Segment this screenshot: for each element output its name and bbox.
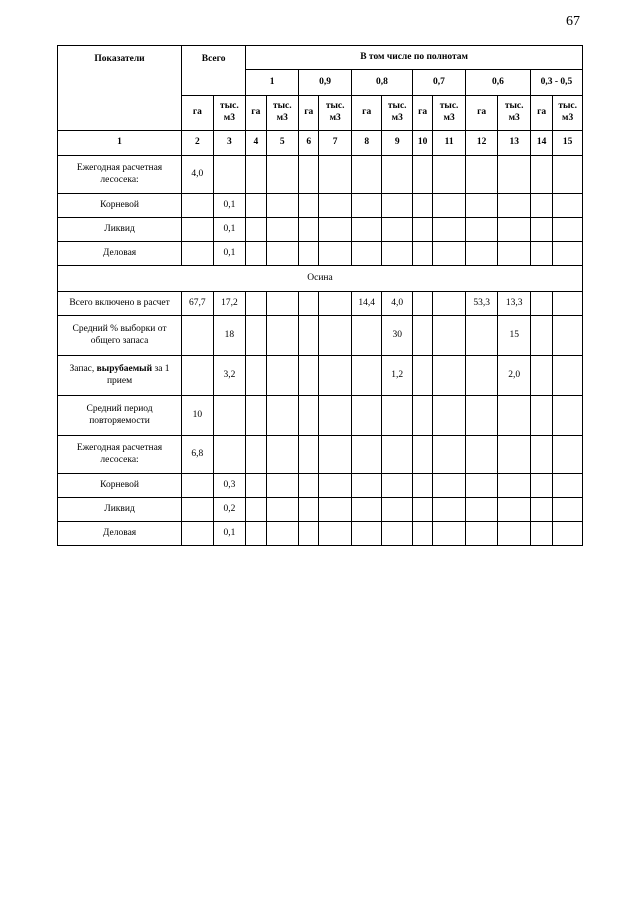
row-label: Деловая (58, 522, 182, 546)
empty-cell (553, 156, 583, 194)
cell-volume: 0,1 (213, 522, 246, 546)
empty-cell (498, 156, 531, 194)
empty-cell (299, 474, 319, 498)
empty-cell (266, 396, 299, 436)
empty-cell (266, 292, 299, 316)
empty-cell (412, 474, 432, 498)
empty-cell (553, 436, 583, 474)
empty-cell (246, 156, 266, 194)
empty-cell (182, 356, 214, 396)
empty-cell (299, 242, 319, 266)
unit-volume: тыс. м3 (382, 96, 413, 131)
empty-cell (530, 156, 552, 194)
unit-ha: га (351, 96, 382, 131)
empty-cell (382, 522, 413, 546)
unit-ha: га (182, 96, 214, 131)
section-title: Осина (58, 266, 583, 292)
empty-cell (530, 498, 552, 522)
empty-cell (553, 194, 583, 218)
empty-cell (382, 498, 413, 522)
empty-cell (498, 498, 531, 522)
section-row (58, 266, 583, 292)
empty-cell (412, 356, 432, 396)
empty-cell (465, 316, 498, 356)
empty-cell (433, 156, 466, 194)
unit-ha: га (246, 96, 266, 131)
empty-cell (213, 436, 246, 474)
empty-cell (351, 356, 382, 396)
empty-cell (319, 474, 352, 498)
empty-cell (465, 156, 498, 194)
empty-cell (246, 396, 266, 436)
empty-cell (433, 292, 466, 316)
row-label: Ежегодная расчетная лесосека: (58, 156, 182, 194)
empty-cell (266, 194, 299, 218)
empty-cell (266, 474, 299, 498)
empty-cell (299, 218, 319, 242)
empty-cell (246, 316, 266, 356)
empty-cell (382, 474, 413, 498)
cell-volume: 18 (213, 316, 246, 356)
column-number: 2 (182, 131, 214, 156)
column-number: 12 (465, 131, 498, 156)
empty-cell (498, 242, 531, 266)
empty-cell (319, 522, 352, 546)
empty-cell (553, 242, 583, 266)
cell-volume-06: 13,3 (498, 292, 531, 316)
cell-ha (182, 194, 214, 218)
empty-cell (465, 218, 498, 242)
empty-cell (530, 436, 552, 474)
empty-cell (498, 396, 531, 436)
empty-cell (553, 474, 583, 498)
empty-cell (465, 522, 498, 546)
empty-cell (382, 218, 413, 242)
empty-cell (246, 474, 266, 498)
column-number: 15 (553, 131, 583, 156)
empty-cell (498, 436, 531, 474)
cell-volume: 0,3 (213, 474, 246, 498)
cell-ha (182, 242, 214, 266)
column-number: 10 (412, 131, 432, 156)
row-label: Деловая (58, 242, 182, 266)
empty-cell (299, 292, 319, 316)
empty-cell (433, 522, 466, 546)
empty-cell (433, 218, 466, 242)
row-label: Ликвид (58, 498, 182, 522)
cell-volume-08: 1,2 (382, 356, 413, 396)
empty-cell (299, 396, 319, 436)
table-row (58, 522, 583, 546)
column-number: 6 (299, 131, 319, 156)
empty-cell (246, 218, 266, 242)
row-label: Ежегодная расчетная лесосека: (58, 436, 182, 474)
empty-cell (433, 194, 466, 218)
cell-volume-08: 30 (382, 316, 413, 356)
empty-cell (266, 436, 299, 474)
empty-cell (351, 436, 382, 474)
empty-cell (351, 316, 382, 356)
empty-cell (412, 316, 432, 356)
header-density-06: 0,6 (465, 70, 530, 96)
empty-cell (382, 194, 413, 218)
empty-cell (412, 522, 432, 546)
empty-cell (412, 242, 432, 266)
table-row (58, 356, 583, 396)
table-row (58, 292, 583, 316)
empty-cell (266, 498, 299, 522)
empty-cell (530, 194, 552, 218)
empty-cell (213, 396, 246, 436)
header-indicators: Показатели (58, 46, 182, 131)
empty-cell (266, 522, 299, 546)
empty-cell (412, 498, 432, 522)
empty-cell (382, 242, 413, 266)
empty-cell (412, 436, 432, 474)
cell-ha (182, 218, 214, 242)
cell-volume-06: 15 (498, 316, 531, 356)
empty-cell (182, 316, 214, 356)
empty-cell (299, 194, 319, 218)
empty-cell (465, 356, 498, 396)
empty-cell (266, 218, 299, 242)
unit-volume: тыс. м3 (498, 96, 531, 131)
cell-ha: 67,7 (182, 292, 214, 316)
table-row (58, 498, 583, 522)
empty-cell (553, 218, 583, 242)
empty-cell (382, 396, 413, 436)
empty-cell (553, 396, 583, 436)
empty-cell (530, 316, 552, 356)
empty-cell (433, 316, 466, 356)
unit-ha: га (530, 96, 552, 131)
header-density-08: 0,8 (351, 70, 412, 96)
empty-cell (351, 156, 382, 194)
row-label: Ликвид (58, 218, 182, 242)
row-label: Корневой (58, 474, 182, 498)
empty-cell (465, 436, 498, 474)
empty-cell (530, 218, 552, 242)
unit-volume: тыс. м3 (433, 96, 466, 131)
table-row (58, 396, 583, 436)
empty-cell (465, 242, 498, 266)
cell-volume: 0,1 (213, 194, 246, 218)
header-density-1: 1 (246, 70, 299, 96)
empty-cell (299, 436, 319, 474)
header-density-03-05: 0,3 - 0,5 (530, 70, 582, 96)
empty-cell (266, 356, 299, 396)
row-label-bold: вырубаемый (96, 363, 153, 374)
cell-volume: 17,2 (213, 292, 246, 316)
empty-cell (530, 522, 552, 546)
row-label: Всего включено в расчет (58, 292, 182, 316)
column-number: 11 (433, 131, 466, 156)
empty-cell (553, 316, 583, 356)
empty-cell (530, 396, 552, 436)
empty-cell (553, 522, 583, 546)
empty-cell (351, 396, 382, 436)
unit-volume: тыс. м3 (213, 96, 246, 131)
empty-cell (299, 316, 319, 356)
column-number: 4 (246, 131, 266, 156)
column-number: 14 (530, 131, 552, 156)
empty-cell (319, 194, 352, 218)
empty-cell (182, 474, 214, 498)
empty-cell (498, 218, 531, 242)
unit-volume: тыс. м3 (266, 96, 299, 131)
row-label: Средний период повторяемости (58, 396, 182, 436)
page-number: 67 (566, 14, 580, 29)
cell-ha: 6,8 (182, 436, 214, 474)
empty-cell (246, 292, 266, 316)
cell-volume: 0,1 (213, 218, 246, 242)
column-number: 9 (382, 131, 413, 156)
cell-volume-06: 2,0 (498, 356, 531, 396)
empty-cell (319, 242, 352, 266)
row-label-part: за 1 прием (106, 363, 170, 386)
empty-cell (465, 474, 498, 498)
column-number: 7 (319, 131, 352, 156)
empty-cell (319, 218, 352, 242)
table-row (58, 194, 583, 218)
header-density-07: 0,7 (412, 70, 465, 96)
cell-volume (213, 156, 246, 194)
empty-cell (319, 436, 352, 474)
empty-cell (319, 156, 352, 194)
forest-data-table (57, 45, 583, 546)
empty-cell (412, 194, 432, 218)
empty-cell (319, 292, 352, 316)
empty-cell (498, 474, 531, 498)
unit-volume: тыс. м3 (319, 96, 352, 131)
header-including: В том числе по полнотам (246, 46, 583, 70)
empty-cell (553, 292, 583, 316)
empty-cell (246, 356, 266, 396)
cell-volume: 3,2 (213, 356, 246, 396)
empty-cell (266, 316, 299, 356)
empty-cell (382, 156, 413, 194)
empty-cell (351, 522, 382, 546)
empty-cell (433, 474, 466, 498)
empty-cell (412, 292, 432, 316)
column-number: 8 (351, 131, 382, 156)
empty-cell (246, 522, 266, 546)
empty-cell (412, 396, 432, 436)
row-label-part: Запас, (69, 363, 97, 374)
unit-ha: га (299, 96, 319, 131)
empty-cell (498, 194, 531, 218)
column-number: 5 (266, 131, 299, 156)
empty-cell (246, 194, 266, 218)
cell-ha: 10 (182, 396, 214, 436)
empty-cell (412, 218, 432, 242)
unit-ha: га (412, 96, 432, 131)
empty-cell (246, 242, 266, 266)
column-number: 13 (498, 131, 531, 156)
empty-cell (319, 316, 352, 356)
empty-cell (299, 156, 319, 194)
empty-cell (553, 498, 583, 522)
empty-cell (530, 356, 552, 396)
empty-cell (465, 396, 498, 436)
empty-cell (319, 498, 352, 522)
empty-cell (498, 522, 531, 546)
empty-cell (351, 474, 382, 498)
empty-cell (351, 242, 382, 266)
header-total: Всего (182, 46, 246, 96)
column-number: 3 (213, 131, 246, 156)
empty-cell (182, 522, 214, 546)
empty-cell (412, 156, 432, 194)
cell-ha-06: 53,3 (465, 292, 498, 316)
table-row (58, 316, 583, 356)
empty-cell (299, 522, 319, 546)
cell-ha: 4,0 (182, 156, 214, 194)
empty-cell (266, 156, 299, 194)
unit-volume: тыс. м3 (553, 96, 583, 131)
cell-volume: 0,2 (213, 498, 246, 522)
empty-cell (433, 242, 466, 266)
row-label: Корневой (58, 194, 182, 218)
table-row (58, 242, 583, 266)
empty-cell (299, 356, 319, 396)
empty-cell (433, 498, 466, 522)
empty-cell (433, 356, 466, 396)
empty-cell (319, 396, 352, 436)
empty-cell (246, 498, 266, 522)
empty-cell (433, 436, 466, 474)
empty-cell (319, 356, 352, 396)
unit-ha: га (465, 96, 498, 131)
empty-cell (465, 498, 498, 522)
empty-cell (351, 218, 382, 242)
empty-cell (382, 436, 413, 474)
empty-cell (465, 194, 498, 218)
cell-volume: 0,1 (213, 242, 246, 266)
empty-cell (530, 242, 552, 266)
empty-cell (351, 498, 382, 522)
table-row (58, 436, 583, 474)
cell-ha-08: 14,4 (351, 292, 382, 316)
empty-cell (553, 356, 583, 396)
empty-cell (182, 498, 214, 522)
table-row (58, 474, 583, 498)
empty-cell (299, 498, 319, 522)
empty-cell (266, 242, 299, 266)
empty-cell (530, 292, 552, 316)
table-row (58, 156, 583, 194)
table-row (58, 218, 583, 242)
empty-cell (246, 436, 266, 474)
row-label (58, 356, 182, 396)
header-density-09: 0,9 (299, 70, 352, 96)
empty-cell (351, 194, 382, 218)
column-number: 1 (58, 131, 182, 156)
cell-volume-08: 4,0 (382, 292, 413, 316)
empty-cell (530, 474, 552, 498)
row-label: Средний % выборки от общего запаса (58, 316, 182, 356)
empty-cell (433, 396, 466, 436)
